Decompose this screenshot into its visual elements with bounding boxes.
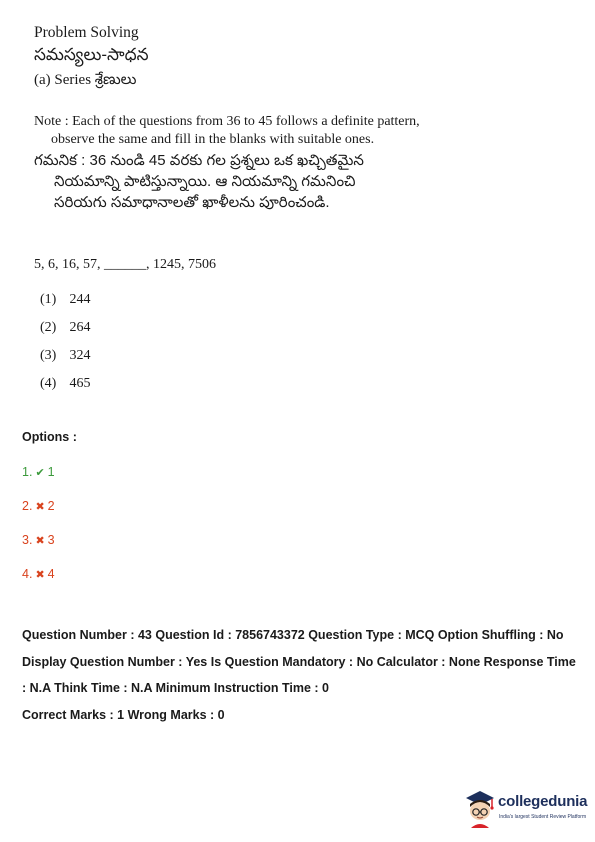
- option-number: 1.: [22, 465, 33, 479]
- option-number: 4.: [22, 567, 33, 581]
- answer-choice: [40, 348, 91, 364]
- answer-choice: [40, 320, 91, 336]
- choice-value: 264: [69, 320, 91, 335]
- cross-icon: ✖: [35, 569, 45, 581]
- option-label: 4: [47, 567, 55, 581]
- question-metadata: [22, 622, 582, 728]
- instruction-note-telugu: [34, 150, 464, 213]
- choice-number: (4): [40, 376, 57, 391]
- metadata-line: Display Question Number : Yes Is Question Mandatory : No Calculator : None Response Time: [22, 654, 576, 669]
- option-item: [22, 465, 55, 479]
- option-number: 3.: [22, 533, 33, 547]
- answer-choice: [40, 376, 91, 392]
- choice-value: 465: [69, 376, 91, 391]
- subsection-label: (a) Series శ్రేణులు: [34, 72, 137, 88]
- option-item: [22, 499, 55, 513]
- cross-icon: ✖: [35, 535, 45, 547]
- note-telugu-line: గమనిక : 36 నుండి 45 వరకు గల ప్రశ్నలు ఒక ఖచ్చితమైన: [34, 152, 364, 169]
- choice-value: 324: [69, 348, 91, 363]
- logo-wordmark: collegedunia: [498, 793, 588, 810]
- choice-number: (3): [40, 348, 57, 363]
- collegedunia-logo: [462, 788, 587, 828]
- option-item: [22, 567, 55, 581]
- choice-number: (1): [40, 292, 57, 307]
- option-label: 3: [47, 533, 55, 547]
- metadata-line: : N.A Think Time : N.A Minimum Instruction Time : 0: [22, 681, 329, 695]
- note-telugu-line: సరియగు సమాధానాలతో ఖాళీలను పూరించండి.: [54, 194, 330, 211]
- cross-icon: ✖: [35, 501, 45, 513]
- check-icon: ✔: [35, 467, 45, 479]
- metadata-line: Correct Marks : 1 Wrong Marks : 0: [22, 707, 225, 722]
- answer-choice: [40, 292, 91, 308]
- section-title: Problem Solving: [34, 24, 139, 41]
- note-line: Note : Each of the questions from 36 to 45 follows a definite pattern,: [34, 114, 420, 129]
- student-mascot-icon: [462, 788, 498, 828]
- option-label: 2: [47, 499, 55, 513]
- note-line: observe the same and fill in the blanks with suitable ones.: [51, 132, 375, 147]
- option-number: 2.: [22, 499, 33, 513]
- logo-tagline: India's largest Student Review Platform: [499, 814, 587, 820]
- option-label: 1: [47, 465, 55, 479]
- question-series: 5, 6, 16, 57, ______, 1245, 7506: [34, 257, 216, 272]
- options-heading: Options :: [22, 430, 77, 444]
- metadata-line: Question Number : 43 Question Id : 7856743372 Question Type : MCQ Option Shuffling : No: [22, 628, 564, 642]
- choice-number: (2): [40, 320, 57, 335]
- option-item: [22, 533, 55, 547]
- section-title-telugu: సమస్యలు-సాధన: [34, 45, 149, 64]
- note-telugu-line: నియమాన్ని పాటిస్తున్నాయి. ఆ నియమాన్ని గమనించి: [54, 173, 356, 190]
- choice-value: 244: [69, 292, 91, 307]
- instruction-note: [34, 113, 454, 149]
